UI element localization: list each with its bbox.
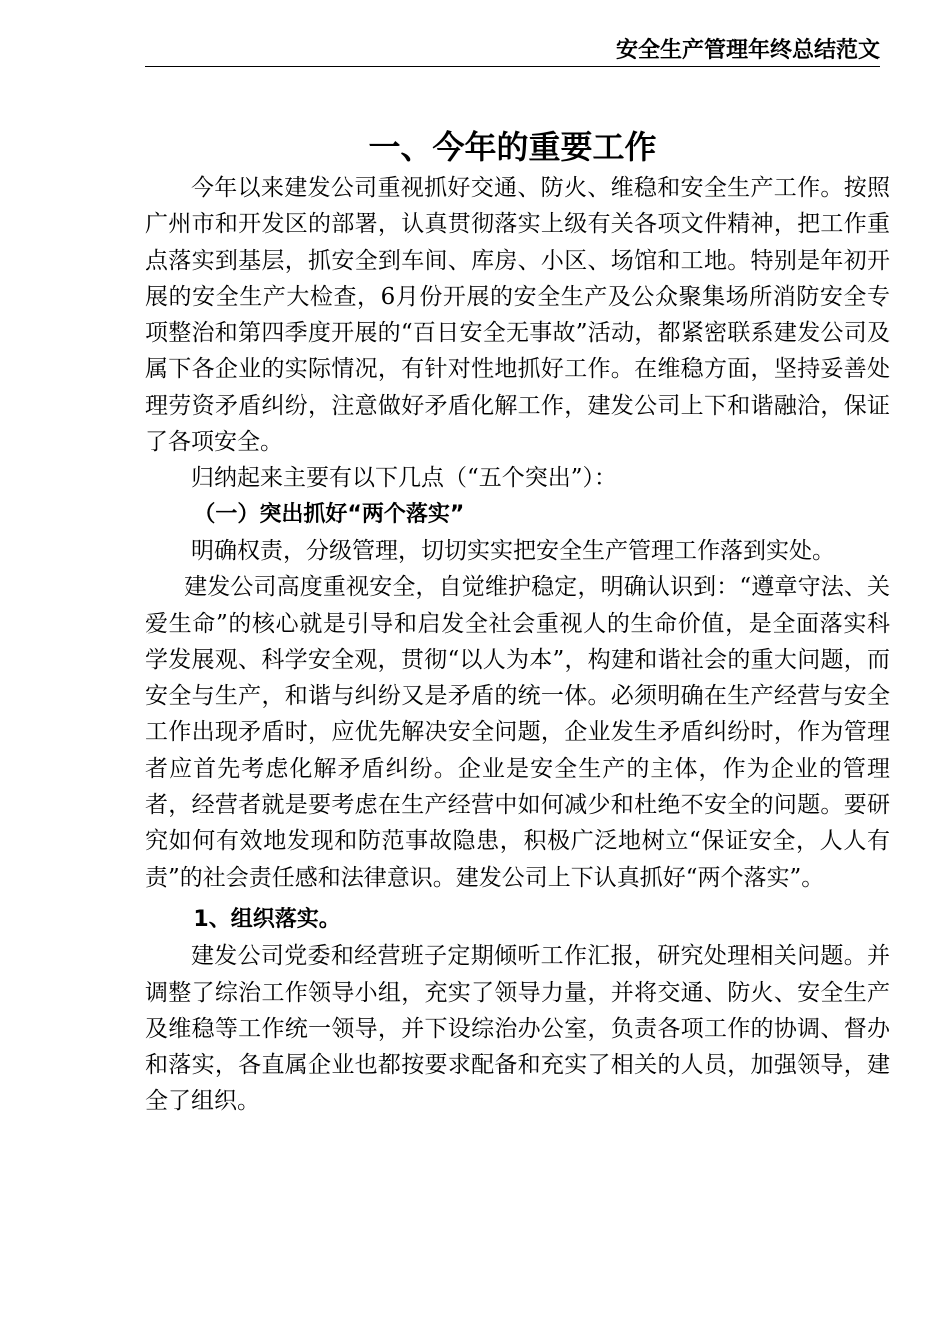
paragraph-awareness: 建发公司高度重视安全，自觉维护稳定，明确认识到：“遵章守法、关爱生命”的核心就是引导和启发全社会重视人的生命价值，是全面落实科学发展观、科学安全观，贯彻“以人为本”，构建和谐社会的重大问题，而安全与生产，和谐与纠纷又是矛盾的统一体。必须明确在生产经营与安全工作出现矛盾时，应优先解决安全问题，企业发生矛盾纠纷时，作为管理者应首先考虑化解矛盾纠纷。企业是安全生产的主体，作为企业的管理者，经营者就是要考虑在生产经营中如何减少和杜绝不安全的问题。要研究如何有效地发现和防范事故隐患，积极广泛地树立“保证安全，人人有责”的社会责任感和法律意识。建发公司上下认真抓好“两个落实”。 — [145, 574, 890, 891]
paragraph-organization: 建发公司党委和经营班子定期倾听工作汇报，研究处理相关问题。并调整了综治工作领导小组，充实了领导力量，并将交通、防火、安全生产及维稳等工作统一领导，并下设综治办公室，负责各项工作的协调、督办和落实，各直属企业也都按要求配备和充实了相关的人员，加强领导，建全了组织。 — [145, 943, 890, 1115]
document-body — [145, 170, 890, 1120]
section-title: 一、今年的重要工作 — [368, 128, 657, 167]
paragraph-intro: 今年以来建发公司重视抓好交通、防火、维稳和安全生产工作。按照广州市和开发区的部署，认真贯彻落实上级有关各项文件精神，把工作重点落实到基层，抓安全到车间、库房、小区、场馆和工地。特别是年初开展的安全生产大检查，6月份开展的安全生产及公众聚集场所消防安全专项整治和第四季度开展的“百日安全无事故”活动，都紧密联系建发公司及属下各企业的实际情况，有针对性地抓好工作。在维稳方面，坚持妥善处理劳资矛盾纠纷，注意做好矛盾化解工作，建发公司上下和谐融洽，保证了各项安全。 — [145, 175, 890, 456]
running-header — [145, 36, 880, 67]
subheading-organization: 1、组织落实。 — [193, 906, 341, 932]
paragraph-responsibility: 明确权责，分级管理，切切实实把安全生产管理工作落到实处。 — [191, 537, 835, 564]
subheading-two-implementations: （一）突出抓好“两个落实” — [193, 501, 465, 527]
paragraph-summary: 归纳起来主要有以下几点（“五个突出”）： — [191, 465, 618, 492]
running-header-title: 安全生产管理年终总结范文 — [615, 38, 880, 63]
